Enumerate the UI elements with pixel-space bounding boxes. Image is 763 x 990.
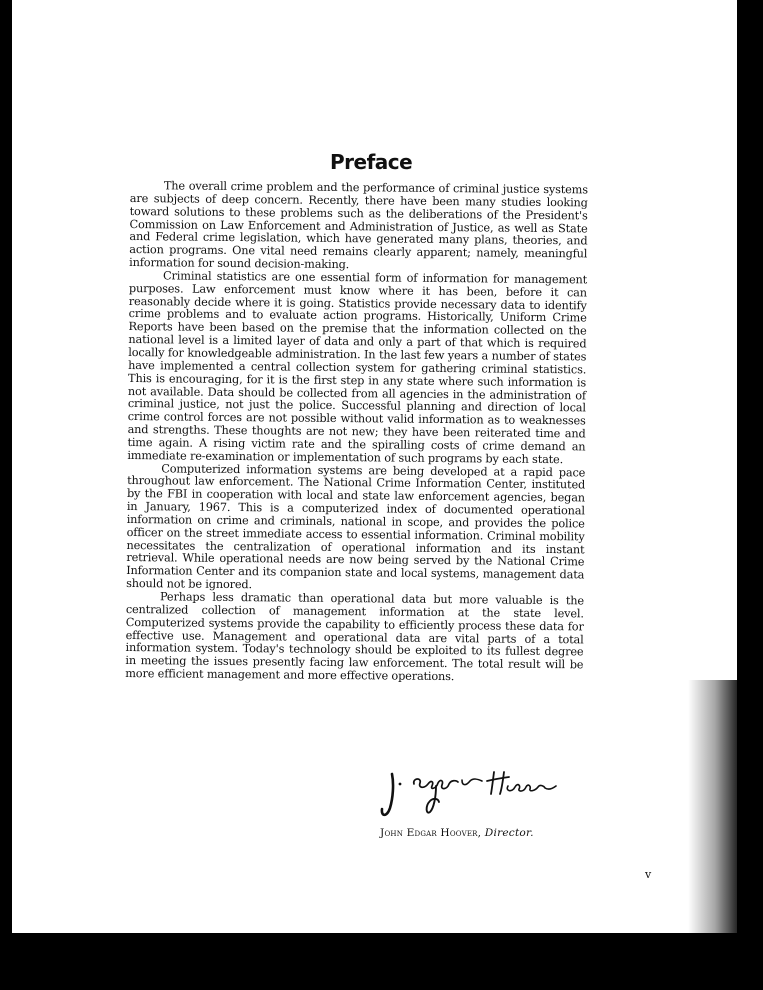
body-text bbox=[125, 180, 588, 685]
paragraph: Computerized information systems are being developed at a rapid pace throughout law enforcement. The National Crime Information Center, instituted by the FBI in cooperation with local and state law enforcement agencies, began in January, 1967. This is a computerized index of documented operational information on crime and criminals, national in scope, and provides the police officer on the street immediate access to essential information. Criminal mobility necessitates the centralization of operational information and its instant retrieval. While operational needs are now being served by the National Crime Information Center and its companion state and local systems, management data should not be ignored. bbox=[126, 461, 586, 592]
scan-border-bottom bbox=[0, 933, 763, 990]
signatory-name: John Edgar Hoover bbox=[380, 827, 478, 839]
scan-border-left bbox=[0, 0, 12, 990]
signature-separator: , bbox=[477, 827, 485, 839]
paragraph: Perhaps less dramatic than operational data but more valuable is the centralized collection of management information at the state level. Computerized systems provide the capability to efficiently process these data for effective use. Management and operational data are vital parts of a total information system. Today's technology should be exploited to its fullest degree in meeting the issues presently facing law enforcement. The total result will be more efficient management and more effective operations. bbox=[125, 590, 585, 684]
signatory-title: Director. bbox=[484, 827, 534, 839]
paragraph: Criminal statistics are one essential form of information for management purposes. Law enforcement must know where it has been, before it can reasonably decide where it is going. Statistics provide necessary data to identify crime problems and to evaluate action programs. Historically, Uniform Crime Reports have been based on the premise that the information collected on the national level is a limited layer of data and only a part of that which is required locally for knowledgeable administration. In the last few years a number of states have implemented a central collection system for gathering criminal statistics. This is encouraging, for it is the first step in any state where such information is not available. Data should be collected from all agencies in the administration of criminal justice, not just the police. Successful planning and direction of local crime control forces are not possible without valid information as to weaknesses and strengths. These thoughts are not new; they have been reiterated time and time again. A rising victim rate and the spiralling costs of crime demand an immediate re-examination or implementation of such programs by each state. bbox=[127, 269, 588, 466]
scan-border-right bbox=[737, 0, 763, 990]
handwritten-signature bbox=[378, 768, 560, 822]
paragraph: The overall crime problem and the performance of criminal justice systems are subjects of deep concern. Recently, there have been many studies looking toward solutions to these problems such as the deliberations of the President's Commission on Law Enforcement and Administration of Justice, as well as State and Federal crime legislation, which have generated many plans, theories, and action programs. One vital need remains clearly apparent; namely, meaningful information for sound decision-making. bbox=[129, 179, 588, 272]
signature-attribution bbox=[380, 827, 570, 839]
page-title: Preface bbox=[330, 150, 413, 174]
page-number: v bbox=[645, 868, 652, 881]
